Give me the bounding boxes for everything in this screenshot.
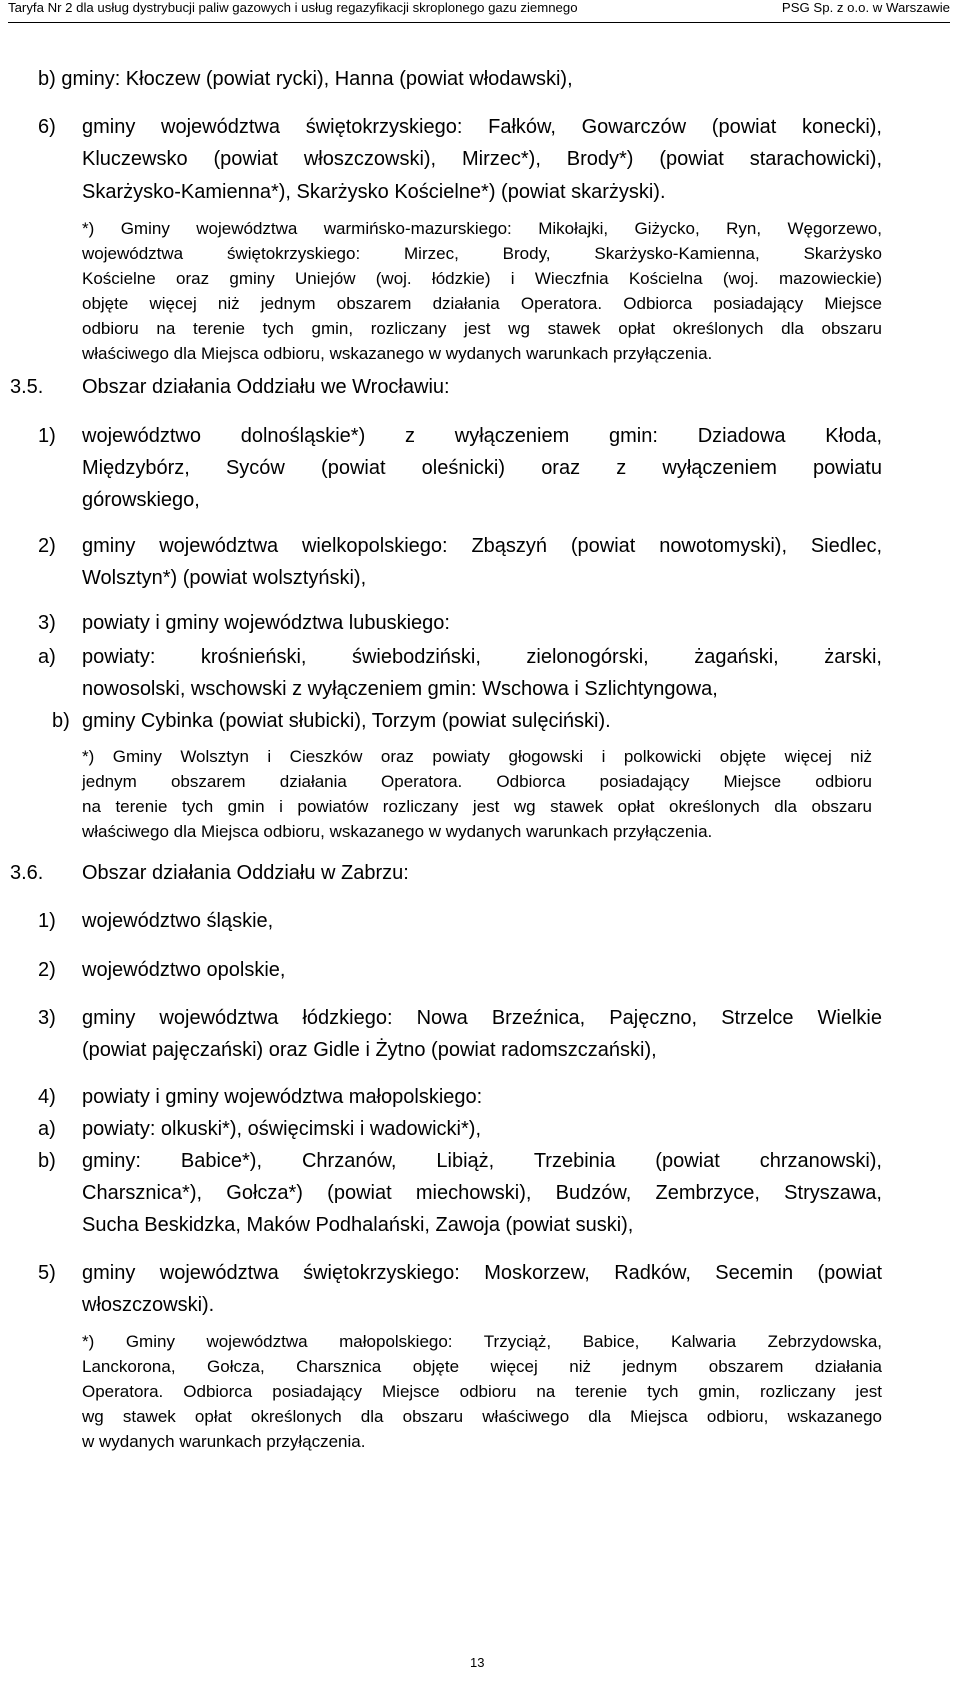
item-number: 5) <box>38 1262 56 1284</box>
item-line: górowskiego, <box>82 489 200 511</box>
footnote-line: *) Gminy województwa małopolskiego: Trzyciąż, Babice, Kalwaria Zebrzydowska, <box>82 1332 882 1351</box>
item-number: 3) <box>38 612 56 634</box>
footnote-line: wg stawek opłat określonych dla obszaru właściwego dla Miejsca odbioru, wskazanego <box>82 1407 882 1426</box>
section-number: 3.5. <box>10 376 44 398</box>
section-title: Obszar działania Oddziału we Wrocławiu: <box>82 376 450 398</box>
item-line: włoszczowski). <box>82 1294 215 1316</box>
subitem-label: a) <box>38 646 56 668</box>
header-title: Taryfa Nr 2 dla usług dystrybucji paliw gazowych i usług regazyfikacji skroplonego gazu ziemnego <box>8 0 578 15</box>
item-number: 2) <box>38 959 56 981</box>
subitem-line: powiaty: olkuski*), oświęcimski i wadowicki*), <box>82 1118 481 1140</box>
page-header <box>8 0 950 23</box>
subitem-line: nowosolski, wschowski z wyłączeniem gmin: Wschowa i Szlichtyngowa, <box>82 678 718 700</box>
footnote-line: na terenie tych gmin i powiatów rozliczany jest wg stawek opłat określonych dla obszaru <box>82 797 872 816</box>
item-line: powiaty i gminy województwa małopolskiego: <box>82 1086 483 1108</box>
item-line: województwo śląskie, <box>82 910 274 932</box>
page-number: 13 <box>470 1655 485 1670</box>
subitem-line: gminy Cybinka (powiat słubicki), Torzym (powiat sulęciński). <box>82 710 611 732</box>
footnote-line: objęte więcej niż jednym obszarem działania Operatora. Odbiorca posiadający Miejsce <box>82 294 882 313</box>
footnote-line: właściwego dla Miejsca odbioru, wskazanego w wydanych warunkach przyłączenia. <box>82 344 713 363</box>
footnote-line: w wydanych warunkach przyłączenia. <box>82 1432 366 1451</box>
item-number: 6) <box>38 116 56 138</box>
item-number: 1) <box>38 910 56 932</box>
subitem-line: Charsznica*), Gołcza*) (powiat miechowski), Budzów, Zembrzyce, Stryszawa, <box>82 1182 882 1204</box>
item-line: województwo opolskie, <box>82 959 286 981</box>
footnote-line: Kościelne oraz gminy Uniejów (woj. łódzkie) i Wieczfnia Kościelna (woj. mazowieckie) <box>82 269 882 288</box>
footnote-line: *) Gminy Wolsztyn i Cieszków oraz powiaty głogowski i polkowicki objęte więcej niż <box>82 747 872 766</box>
header-company: PSG Sp. z o.o. w Warszawie <box>781 0 950 15</box>
item-6-line: Skarżysko-Kamienna*), Skarżysko Kościelne*) (powiat skarżyski). <box>82 181 666 203</box>
footnote-line: województwa świętokrzyskiego: Mirzec, Brody, Skarżysko-Kamienna, Skarżysko <box>82 244 882 263</box>
item-line: Międzybórz, Syców (powiat oleśnicki) oraz z wyłączeniem powiatu <box>82 457 882 479</box>
item-line: Wolsztyn*) (powiat wolsztyński), <box>82 567 367 589</box>
subitem-label: b) <box>38 1150 56 1172</box>
item-number: 2) <box>38 535 56 557</box>
item-line: (powiat pajęczański) oraz Gidle i Żytno (powiat radomszczański), <box>82 1039 657 1061</box>
footnote-line: odbioru na terenie tych gmin, rozliczany jest wg stawek opłat określonych dla obszaru <box>82 319 882 338</box>
subitem-label: a) <box>38 1118 56 1140</box>
item-line: gminy województwa wielkopolskiego: Zbąszyń (powiat nowotomyski), Siedlec, <box>82 535 882 557</box>
footnote-line: Operatora. Odbiorca posiadający Miejsce odbioru na terenie tych gmin, rozliczany jest <box>82 1382 882 1401</box>
subitem-label: b) <box>52 710 70 732</box>
item-line: gminy województwa łódzkiego: Nowa Brzeźnica, Pajęczno, Strzelce Wielkie <box>82 1007 882 1029</box>
item-number: 1) <box>38 425 56 447</box>
item-line: gminy województwa świętokrzyskiego: Moskorzew, Radków, Secemin (powiat <box>82 1262 882 1284</box>
paragraph-b-gminy: b) gminy: Kłoczew (powiat rycki), Hanna (powiat włodawski), <box>38 68 573 90</box>
footnote-line: Lanckorona, Gołcza, Charsznica objęte więcej niż jednym obszarem działania <box>82 1357 882 1376</box>
section-title: Obszar działania Oddziału w Zabrzu: <box>82 862 409 884</box>
subitem-line: gminy: Babice*), Chrzanów, Libiąż, Trzebinia (powiat chrzanowski), <box>82 1150 882 1172</box>
item-number: 3) <box>38 1007 56 1029</box>
footnote-line: *) Gminy województwa warmińsko-mazurskiego: Mikołajki, Giżycko, Ryn, Węgorzewo, <box>82 219 882 238</box>
item-number: 4) <box>38 1086 56 1108</box>
subitem-line: powiaty: krośnieński, świebodziński, zielonogórski, żagański, żarski, <box>82 646 882 668</box>
footnote-line: właściwego dla Miejsca odbioru, wskazanego w wydanych warunkach przyłączenia. <box>82 822 713 841</box>
item-6-line: Kluczewsko (powiat włoszczowski), Mirzec*), Brody*) (powiat starachowicki), <box>82 148 882 170</box>
subitem-line: Sucha Beskidzka, Maków Podhalański, Zawoja (powiat suski), <box>82 1214 634 1236</box>
footnote-line: jednym obszarem działania Operatora. Odbiorca posiadający Miejsce odbioru <box>82 772 872 791</box>
item-6-line: gminy województwa świętokrzyskiego: Fałków, Gowarczów (powiat konecki), <box>82 116 882 138</box>
item-line: województwo dolnośląskie*) z wyłączeniem gmin: Dziadowa Kłoda, <box>82 425 882 447</box>
section-number: 3.6. <box>10 862 44 884</box>
item-line: powiaty i gminy województwa lubuskiego: <box>82 612 450 634</box>
